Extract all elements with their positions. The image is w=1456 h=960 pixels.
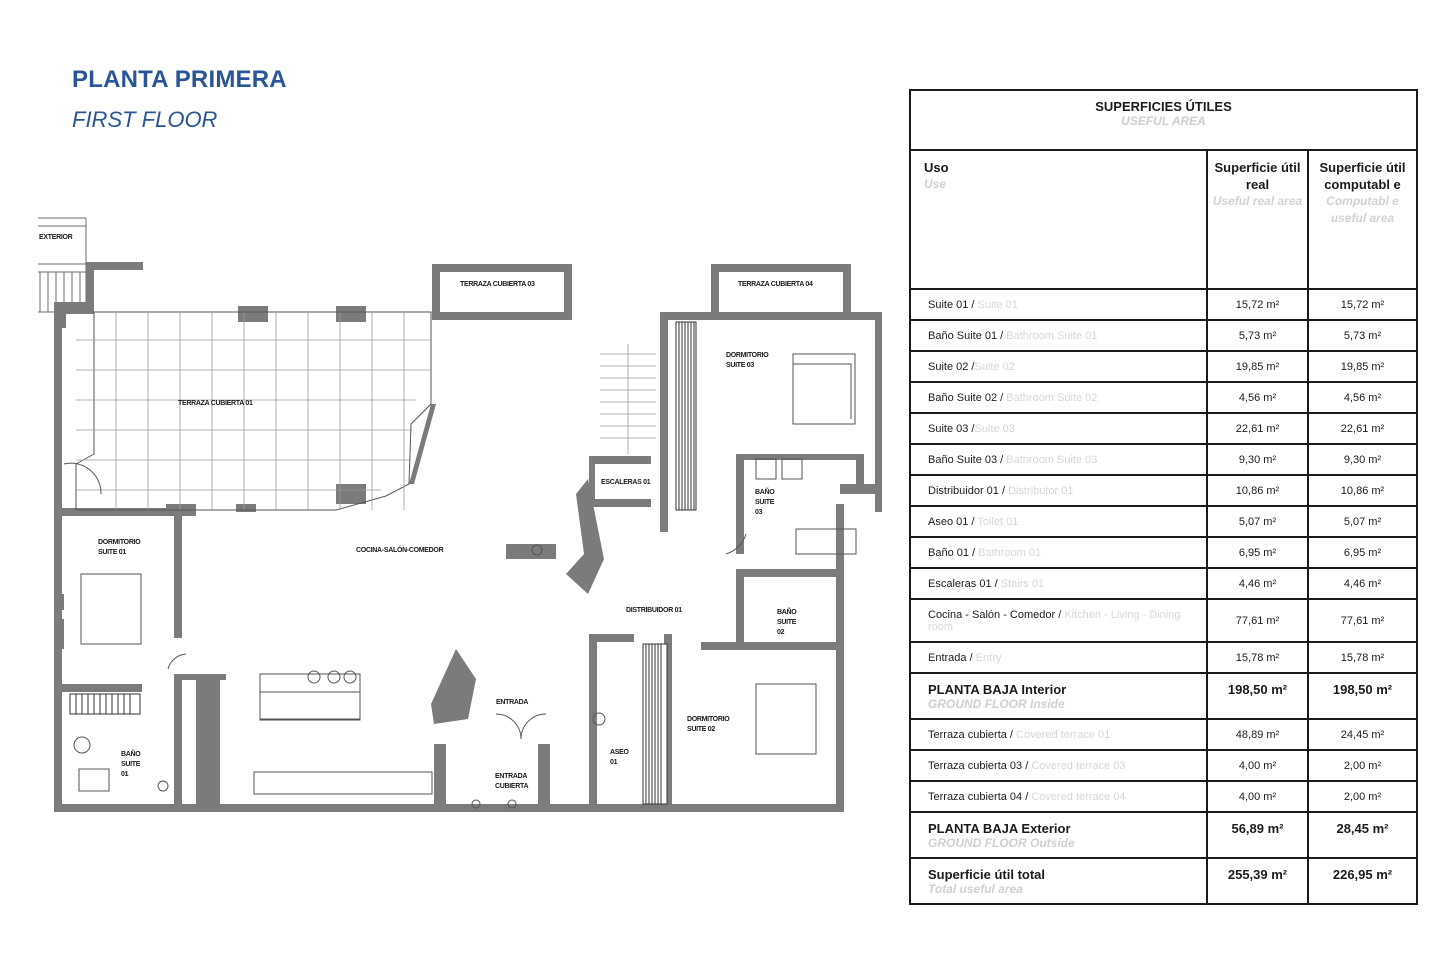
total-label: Superficie útil total (928, 867, 1046, 882)
col-header-real (1207, 150, 1308, 289)
grand-total-row (910, 858, 1417, 904)
row-comp: 19,85 m² (1308, 351, 1417, 382)
row-use: Baño Suite 01 / (928, 329, 1007, 342)
row-real: 22,61 m² (1207, 413, 1308, 444)
row-use: Terraza cubierta 04 / (928, 790, 1032, 803)
row-real: 5,07 m² (1207, 506, 1308, 537)
subtotal-comp: 28,45 m² (1308, 812, 1417, 858)
table-row (910, 642, 1417, 673)
row-use-en: Stairs 01 (1000, 577, 1045, 590)
row-use-en: Bathroom Suite 01 (1006, 329, 1098, 342)
col-header-use (910, 150, 1207, 289)
plan-label-bano-03c: 03 (755, 509, 763, 516)
plan-label-distribuidor: DISTRIBUIDOR 01 (626, 607, 682, 614)
table-row (910, 444, 1417, 475)
row-use: Suite 02 / (928, 360, 975, 373)
row-use-en: Distributor 01 (1008, 484, 1074, 497)
row-real: 48,89 m² (1207, 719, 1308, 750)
row-use-en: Suite 01 (977, 298, 1018, 311)
row-comp: 77,61 m² (1308, 599, 1417, 642)
row-use: Suite 01 / (928, 298, 978, 311)
row-real: 9,30 m² (1207, 444, 1308, 475)
plan-label-entrada-cubierta-a: ENTRADA (495, 773, 528, 780)
plan-label-suite-01: SUITE 01 (98, 549, 126, 556)
row-real: 15,78 m² (1207, 642, 1308, 673)
row-use: Cocina - Salón - Comedor / (928, 608, 1065, 621)
table-row (910, 289, 1417, 320)
row-real: 15,72 m² (1207, 289, 1308, 320)
plan-label-bano-02c: 02 (777, 629, 785, 636)
row-use: Terraza cubierta 03 / (928, 759, 1032, 772)
table-row (910, 475, 1417, 506)
table-row (910, 599, 1417, 642)
plan-label-suite-03: SUITE 03 (726, 362, 754, 369)
row-use-en: Covered terrace 04 (1031, 790, 1126, 803)
plan-label-dormitorio-01: DORMITORIO (98, 539, 141, 546)
plan-label-terraza-04: TERRAZA CUBIERTA 04 (738, 281, 813, 288)
table-row (910, 382, 1417, 413)
plan-label-aseo: ASEO (610, 749, 629, 756)
subtotal-label-en: GROUND FLOOR Inside (928, 697, 1065, 711)
row-comp: 9,30 m² (1308, 444, 1417, 475)
col-use-label-en: Use (924, 177, 947, 191)
row-real: 4,00 m² (1207, 781, 1308, 812)
subtotal-comp: 198,50 m² (1308, 673, 1417, 719)
subtotal-real: 56,89 m² (1207, 812, 1308, 858)
row-comp: 15,78 m² (1308, 642, 1417, 673)
row-real: 5,73 m² (1207, 320, 1308, 351)
plan-label-entrada: ENTRADA (496, 699, 529, 706)
row-use: Distribuidor 01 / (928, 484, 1009, 497)
page-title: PLANTA PRIMERA (72, 66, 287, 93)
total-label-en: Total useful area (928, 882, 1023, 896)
table-row (910, 781, 1417, 812)
col-header-computable (1308, 150, 1417, 289)
row-comp: 5,07 m² (1308, 506, 1417, 537)
row-comp: 15,72 m² (1308, 289, 1417, 320)
total-real: 255,39 m² (1207, 858, 1308, 904)
row-use: Baño 01 / (928, 546, 979, 559)
row-use-en: Covered terrace 03 (1031, 759, 1126, 772)
plan-label-bano-01c: 01 (121, 771, 129, 778)
row-real: 6,95 m² (1207, 537, 1308, 568)
plan-label-bano-03b: SUITE (755, 499, 775, 506)
table-title-en: USEFUL AREA (1121, 114, 1206, 128)
plan-label-dormitorio-03: DORMITORIO (726, 352, 769, 359)
row-comp: 22,61 m² (1308, 413, 1417, 444)
row-use: Entrada / (928, 651, 976, 664)
table-row (910, 719, 1417, 750)
row-use: Baño Suite 02 / (928, 391, 1007, 404)
row-use-en: Bathroom 01 (978, 546, 1042, 559)
table-row (910, 750, 1417, 781)
row-comp: 24,45 m² (1308, 719, 1417, 750)
table-row (910, 351, 1417, 382)
plan-label-terraza-01: TERRAZA CUBIERTA 01 (178, 400, 253, 407)
plan-label-bano-02b: SUITE (777, 619, 797, 626)
row-comp: 2,00 m² (1308, 781, 1417, 812)
row-use: Aseo 01 / (928, 515, 978, 528)
table-row (910, 568, 1417, 599)
plan-label-entrada-cubierta-b: CUBIERTA (495, 783, 529, 790)
row-use: Baño Suite 03 / (928, 453, 1007, 466)
total-comp: 226,95 m² (1308, 858, 1417, 904)
plan-label-terraza-03: TERRAZA CUBIERTA 03 (460, 281, 535, 288)
col-real-label: Superficie útil real (1214, 160, 1301, 192)
row-use: Suite 03 / (928, 422, 975, 435)
subtotal-label: PLANTA BAJA Exterior (928, 821, 1071, 836)
subtotal-label: PLANTA BAJA Interior (928, 682, 1067, 697)
plan-label-escaleras: ESCALERAS 01 (601, 479, 651, 486)
row-comp: 10,86 m² (1308, 475, 1417, 506)
floor-plan (36, 214, 882, 818)
table-row (910, 413, 1417, 444)
plan-label-bano-03a: BAÑO (755, 489, 775, 496)
page-subtitle: FIRST FLOOR (72, 107, 218, 132)
plan-label-dormitorio-02: DORMITORIO (687, 716, 730, 723)
row-use-en: Toilet 01 (977, 515, 1019, 528)
row-use-en: Kitchen - Living - Dining room (928, 608, 1181, 633)
row-use-en: Entry (975, 651, 1002, 664)
row-real: 4,56 m² (1207, 382, 1308, 413)
row-use: Escaleras 01 / (928, 577, 1001, 590)
table-title-cell (910, 90, 1417, 150)
plan-label-bano-02a: BAÑO (777, 609, 797, 616)
row-use-en: Suite 03 (974, 422, 1015, 435)
subtotal-row-exterior (910, 812, 1417, 858)
row-real: 4,00 m² (1207, 750, 1308, 781)
subtotal-label-en: GROUND FLOOR Outside (928, 836, 1075, 850)
table-title: SUPERFICIES ÚTILES (1095, 99, 1232, 114)
row-comp: 2,00 m² (1308, 750, 1417, 781)
row-real: 4,46 m² (1207, 568, 1308, 599)
row-use-en: Bathroom Suite 02 (1006, 391, 1098, 404)
row-use-en: Covered terrace 01 (1016, 728, 1111, 741)
subtotal-real: 198,50 m² (1207, 673, 1308, 719)
plan-label-cocina: COCINA-SALÓN-COMEDOR (356, 547, 444, 554)
row-comp: 6,95 m² (1308, 537, 1417, 568)
col-use-label: Uso (924, 160, 949, 175)
row-use: Terraza cubierta / (928, 728, 1017, 741)
row-use-en: Suite 02 (974, 360, 1015, 373)
row-comp: 5,73 m² (1308, 320, 1417, 351)
plan-label-suite-02: SUITE 02 (687, 726, 715, 733)
row-use-en: Bathroom Suite 03 (1006, 453, 1098, 466)
table-row (910, 506, 1417, 537)
col-real-label-en: Useful real area (1212, 194, 1303, 208)
plan-label-bano-01a: BAÑO (121, 751, 141, 758)
table-row (910, 537, 1417, 568)
area-table (909, 89, 1418, 905)
row-real: 10,86 m² (1207, 475, 1308, 506)
subtotal-row-interior (910, 673, 1417, 719)
col-comp-label-en: Computabl e useful area (1326, 194, 1399, 225)
plan-label-aseo-01: 01 (610, 759, 618, 766)
col-comp-label: Superficie útil computabl e (1319, 160, 1406, 192)
plan-label-exterior: EXTERIOR (39, 234, 73, 241)
row-comp: 4,46 m² (1308, 568, 1417, 599)
plan-label-bano-01b: SUITE (121, 761, 141, 768)
table-row (910, 320, 1417, 351)
row-comp: 4,56 m² (1308, 382, 1417, 413)
row-real: 19,85 m² (1207, 351, 1308, 382)
row-real: 77,61 m² (1207, 599, 1308, 642)
